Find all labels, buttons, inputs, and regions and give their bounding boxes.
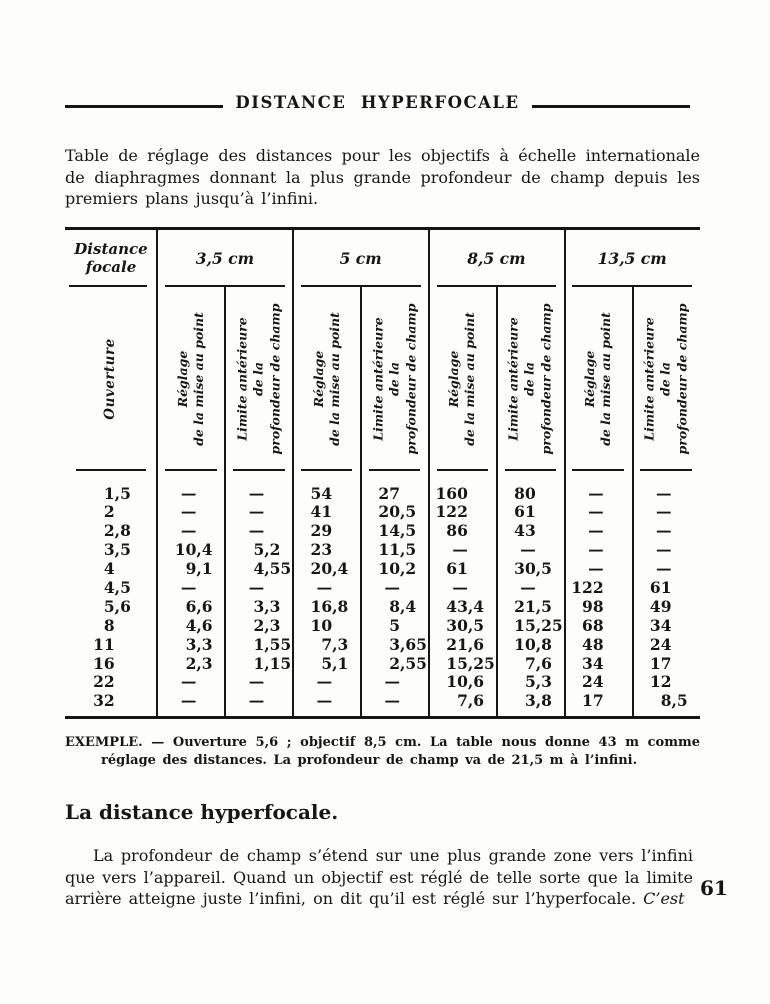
subheader-limite: Limite antérieure de la profondeur de champ bbox=[496, 287, 564, 471]
value-cell: 1 ,15 bbox=[253, 653, 292, 673]
value-cell: 20 ,4 bbox=[310, 559, 349, 579]
value-cell: 10 bbox=[310, 615, 333, 635]
aperture-cell: 3 ,5 bbox=[103, 540, 131, 560]
value-cell: 21 ,5 bbox=[514, 596, 552, 616]
value-cell: 34 bbox=[582, 653, 604, 673]
table-row bbox=[65, 540, 700, 559]
value-cell: 15 ,25 bbox=[514, 615, 563, 635]
section-heading: La distance hyperfocale. bbox=[65, 800, 339, 825]
table-subheader-row bbox=[65, 287, 700, 471]
title-band bbox=[65, 93, 690, 116]
aperture-cell: 1 ,5 bbox=[103, 483, 131, 503]
value-cell: 2 ,3 bbox=[253, 615, 281, 635]
value-cell: 86 bbox=[446, 521, 468, 541]
value-cell: 30 ,5 bbox=[514, 559, 552, 579]
value-cell: — bbox=[248, 672, 265, 692]
value-cell: 68 bbox=[582, 615, 604, 635]
value-cell: — bbox=[316, 691, 333, 711]
aperture-cell: 4 ,5 bbox=[103, 577, 131, 597]
value-cell: — bbox=[248, 483, 265, 503]
value-cell: — bbox=[248, 577, 265, 597]
body-paragraph bbox=[65, 845, 693, 910]
body-text-italic: C’est bbox=[643, 889, 685, 909]
aperture-cell: 32 bbox=[93, 691, 115, 711]
row-header-ouverture: Ouverture bbox=[65, 287, 157, 471]
value-cell: 43 ,4 bbox=[446, 596, 485, 616]
value-cell: 10 ,6 bbox=[446, 672, 485, 692]
corner-header bbox=[65, 230, 157, 287]
intro-paragraph: Table de réglage des distances pour les objectifs à échelle internationale de diaphragmes donnant la plus grande profondeur de champ depuis les premiers plans jusqu’à l’infini. bbox=[65, 146, 700, 208]
value-cell: 8 ,5 bbox=[660, 691, 688, 711]
value-cell: — bbox=[180, 502, 197, 522]
value-cell: — bbox=[655, 559, 672, 579]
value-cell: 21 ,6 bbox=[446, 634, 485, 654]
table-row bbox=[65, 521, 700, 540]
table-row bbox=[65, 484, 700, 503]
value-cell: 43 bbox=[514, 521, 536, 541]
value-cell: 5 bbox=[389, 615, 400, 635]
aperture-cell: 4 bbox=[103, 559, 115, 579]
value-cell: — bbox=[655, 502, 672, 522]
aperture-cell: 16 bbox=[93, 653, 115, 673]
page-title: DISTANCE HYPERFOCALE bbox=[235, 93, 520, 112]
value-cell: 7 ,6 bbox=[524, 653, 552, 673]
focal-header-3-5cm: 3,5 cm bbox=[157, 230, 293, 287]
value-cell: 49 bbox=[649, 596, 672, 616]
value-cell: — bbox=[588, 559, 604, 579]
table-row bbox=[65, 635, 700, 654]
value-cell: — bbox=[316, 577, 333, 597]
value-cell: 15 ,25 bbox=[446, 653, 495, 673]
value-cell: — bbox=[180, 691, 197, 711]
value-cell: 3 ,65 bbox=[389, 634, 427, 654]
page-number: 61 bbox=[700, 876, 728, 900]
value-cell: 29 bbox=[310, 521, 333, 541]
value-cell: 11 ,5 bbox=[378, 540, 417, 560]
value-cell: 4 ,6 bbox=[185, 615, 213, 635]
value-cell: 98 bbox=[582, 596, 604, 616]
value-cell: — bbox=[452, 540, 468, 560]
value-cell: 23 bbox=[310, 540, 333, 560]
subheader-reglage: Réglage de la mise au point bbox=[429, 287, 497, 471]
value-cell: 16 ,8 bbox=[310, 596, 349, 616]
value-cell: — bbox=[588, 502, 604, 522]
body-text: La profondeur de champ s’étend sur une plus grande zone vers l’infini que vers l’appareil. Quand un objectif est réglé de telle sorte que la limite arrière atteigne juste l’infini, on dit qu’il est réglé sur l’hyperfocale. bbox=[65, 846, 693, 909]
value-cell: 24 bbox=[649, 634, 672, 654]
example-label: EXEMPLE. bbox=[65, 735, 143, 751]
value-cell: — bbox=[655, 483, 672, 503]
value-cell: — bbox=[180, 672, 197, 692]
table-header-row bbox=[65, 230, 700, 287]
value-cell: 14 ,5 bbox=[378, 521, 417, 541]
value-cell: 20 ,5 bbox=[378, 502, 417, 522]
table-body bbox=[65, 471, 700, 717]
value-cell: 10 ,8 bbox=[514, 634, 552, 654]
example-text: — Ouverture 5,6 ; objectif 8,5 cm. La table nous donne 43 m comme réglage des distances. La profondeur de champ va de 21,5 m à l’infini. bbox=[101, 735, 700, 768]
value-cell: 5 ,1 bbox=[321, 653, 349, 673]
value-cell: — bbox=[316, 672, 333, 692]
table-row bbox=[65, 578, 700, 597]
value-cell: 2 ,3 bbox=[185, 653, 213, 673]
hyperfocal-table bbox=[65, 227, 700, 720]
value-cell: — bbox=[655, 540, 672, 560]
subheader-rule bbox=[301, 469, 353, 471]
aperture-cell: 11 bbox=[93, 634, 115, 654]
value-cell: — bbox=[384, 577, 400, 597]
value-cell: — bbox=[452, 577, 468, 597]
value-cell: 3 ,8 bbox=[524, 691, 552, 711]
value-cell: — bbox=[655, 521, 672, 541]
subheader-rule bbox=[572, 469, 624, 471]
value-cell: 9 ,1 bbox=[185, 559, 213, 579]
subheader-limite: Limite antérieure de la profondeur de champ bbox=[225, 287, 293, 471]
value-cell: 7 ,6 bbox=[457, 691, 485, 711]
value-cell: — bbox=[384, 672, 400, 692]
aperture-cell: 5 ,6 bbox=[103, 596, 131, 616]
value-cell: 10 ,4 bbox=[174, 540, 213, 560]
subheader-rule bbox=[165, 469, 217, 471]
aperture-cell: 22 bbox=[93, 672, 115, 692]
value-cell: — bbox=[180, 521, 197, 541]
value-cell: 6 ,6 bbox=[185, 596, 213, 616]
focal-header-5cm: 5 cm bbox=[293, 230, 429, 287]
focal-header-13-5cm: 13,5 cm bbox=[564, 230, 700, 287]
value-cell: 3 ,3 bbox=[185, 634, 213, 654]
value-cell: — bbox=[248, 502, 265, 522]
value-cell: 30 ,5 bbox=[446, 615, 485, 635]
example-note bbox=[65, 734, 700, 769]
value-cell: 61 bbox=[649, 577, 672, 597]
table-row bbox=[65, 691, 700, 710]
aperture-cell: 8 bbox=[103, 615, 115, 635]
value-cell: — bbox=[384, 691, 400, 711]
value-cell: — bbox=[180, 483, 197, 503]
value-cell: 122 bbox=[571, 577, 604, 597]
value-cell: — bbox=[520, 577, 536, 597]
subheader-reglage: Réglage de la mise au point bbox=[564, 287, 632, 471]
table-row bbox=[65, 502, 700, 521]
subheader-rule bbox=[233, 469, 285, 471]
subheader-rule bbox=[76, 469, 146, 471]
value-cell: — bbox=[180, 577, 197, 597]
table-row bbox=[65, 654, 700, 673]
value-cell: 27 bbox=[378, 483, 400, 503]
value-cell: 48 bbox=[582, 634, 604, 654]
value-cell: 24 bbox=[582, 672, 604, 692]
value-cell: 5 ,2 bbox=[253, 540, 281, 560]
value-cell: 61 bbox=[514, 502, 536, 522]
title-rule-left bbox=[65, 105, 223, 108]
title-rule-right bbox=[532, 105, 690, 108]
table-row bbox=[65, 559, 700, 578]
value-cell: 3 ,3 bbox=[253, 596, 281, 616]
aperture-cell: 2 bbox=[103, 502, 115, 522]
value-cell: — bbox=[520, 540, 536, 560]
subheader-rule bbox=[505, 469, 557, 471]
value-cell: 80 bbox=[514, 483, 536, 503]
table-row bbox=[65, 616, 700, 635]
value-cell: 2 ,55 bbox=[389, 653, 427, 673]
corner-header-label: Distance focale bbox=[74, 240, 148, 276]
subheader-rule bbox=[640, 469, 692, 471]
subheader-limite: Limite antérieure de la profondeur de champ bbox=[361, 287, 429, 471]
aperture-cell: 2 ,8 bbox=[103, 521, 131, 541]
value-cell: 8 ,4 bbox=[389, 596, 417, 616]
subheader-limite: Limite antérieure de la profondeur de champ bbox=[632, 287, 700, 471]
table-row bbox=[65, 672, 700, 691]
value-cell: 5 ,3 bbox=[524, 672, 552, 692]
value-cell: 54 bbox=[310, 483, 333, 503]
value-cell: 41 bbox=[310, 502, 333, 522]
value-cell: 10 ,2 bbox=[378, 559, 417, 579]
page-content bbox=[65, 0, 700, 910]
subheader-rule bbox=[437, 469, 489, 471]
value-cell: 122 bbox=[435, 502, 468, 522]
table-row bbox=[65, 597, 700, 616]
value-cell: — bbox=[588, 540, 604, 560]
subheader-reglage: Réglage de la mise au point bbox=[293, 287, 361, 471]
value-cell: 17 bbox=[582, 691, 604, 711]
subheader-rule bbox=[369, 469, 421, 471]
value-cell: — bbox=[588, 483, 604, 503]
value-cell: 12 bbox=[649, 672, 672, 692]
focal-header-8-5cm: 8,5 cm bbox=[429, 230, 565, 287]
value-cell: 1 ,55 bbox=[253, 634, 292, 654]
value-cell: 61 bbox=[446, 559, 468, 579]
value-cell: 4 ,55 bbox=[253, 559, 292, 579]
value-cell: 160 bbox=[435, 483, 468, 503]
value-cell: — bbox=[588, 521, 604, 541]
subheader-reglage: Réglage de la mise au point bbox=[157, 287, 225, 471]
value-cell: — bbox=[248, 521, 265, 541]
value-cell: 17 bbox=[649, 653, 672, 673]
value-cell: 34 bbox=[649, 615, 672, 635]
value-cell: — bbox=[248, 691, 265, 711]
value-cell: 7 ,3 bbox=[321, 634, 349, 654]
